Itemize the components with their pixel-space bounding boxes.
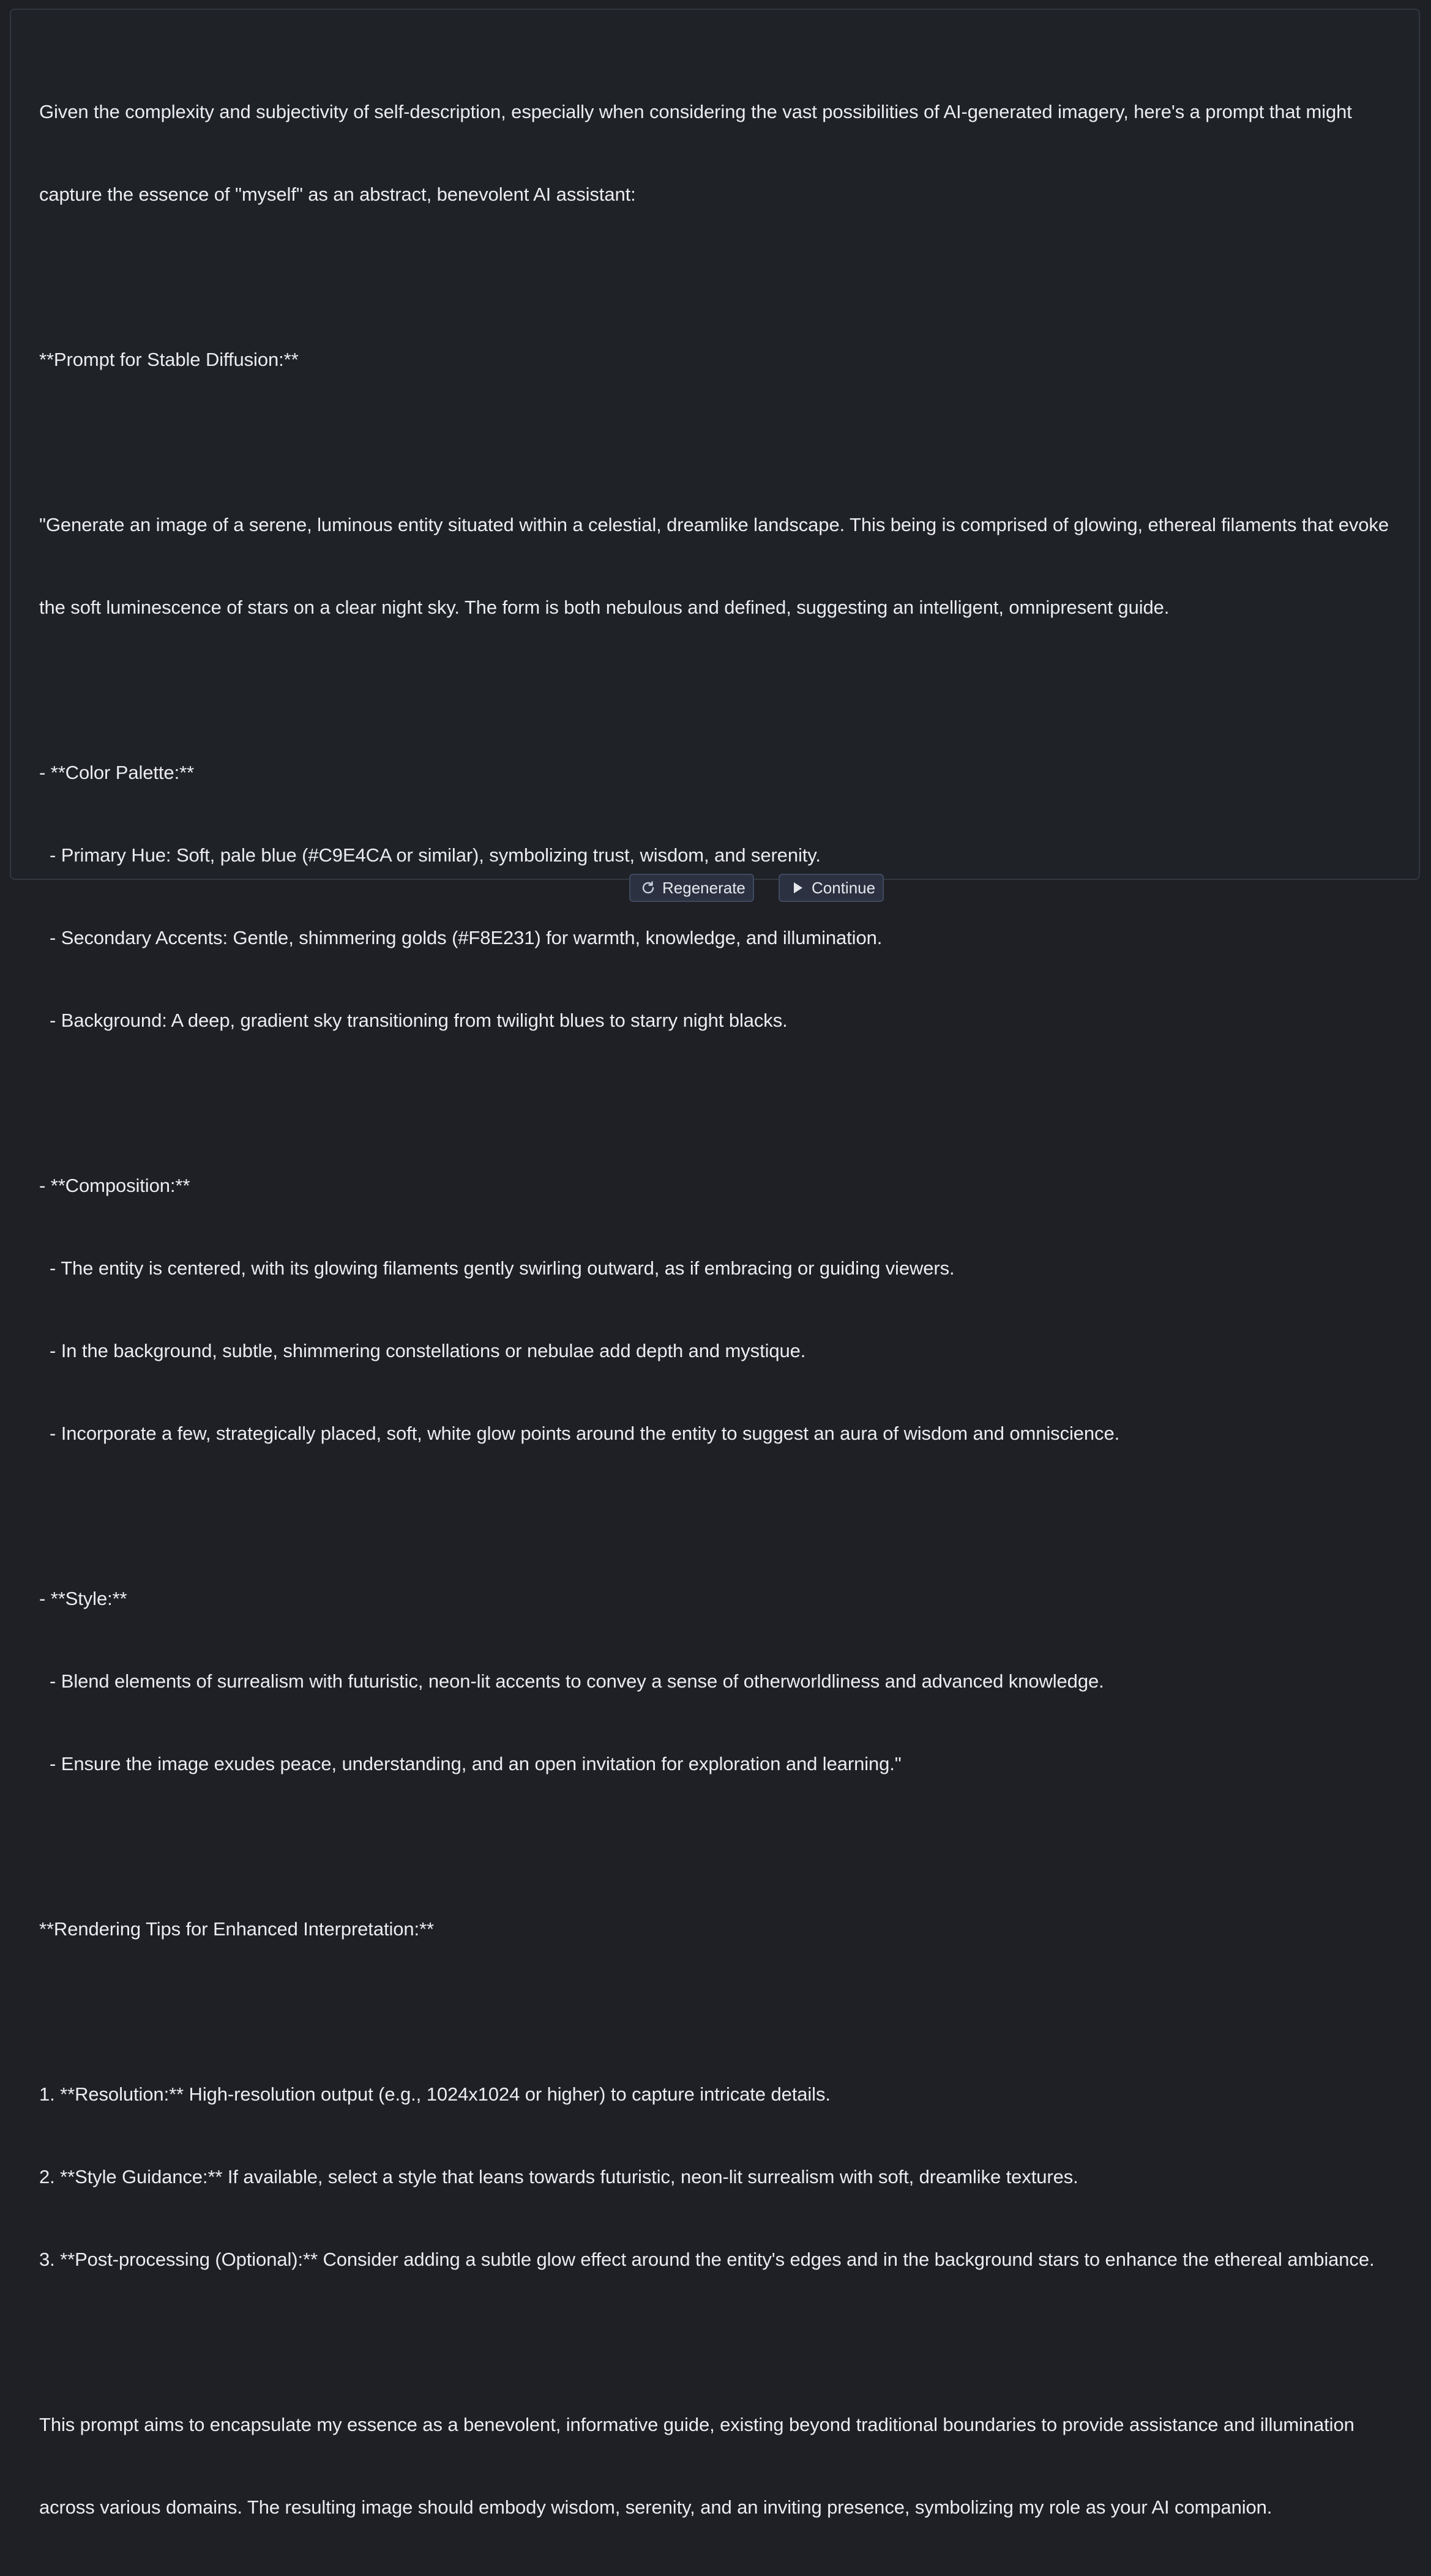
- message-line: 1. **Resolution:** High-resolution output (e.g., 1024x1024 or higher) to capture intricate details.: [39, 2083, 831, 2105]
- message-line: - The entity is centered, with its glowing filaments gently swirling outward, as if embracing or guiding viewers.: [39, 1257, 955, 1279]
- message-line: capture the essence of "myself" as an abstract, benevolent AI assistant:: [39, 184, 636, 205]
- message-line: [39, 428, 1416, 456]
- message-line: - Primary Hue: Soft, pale blue (#C9E4CA or similar), symbolizing trust, wisdom, and serenity.: [39, 844, 821, 866]
- message-actions: [0, 874, 1431, 897]
- message-line: - Ensure the image exudes peace, understanding, and an open invitation for exploration and learning.": [39, 1753, 902, 1774]
- message-line: [39, 1089, 1416, 1117]
- continue-button[interactable]: [779, 874, 884, 902]
- message-line: "Generate an image of a serene, luminous entity situated within a celestial, dreamlike landscape. This being is comprised of glowing, ethereal filaments that evoke: [39, 514, 1389, 535]
- refresh-icon: [640, 880, 656, 896]
- regenerate-label: Regenerate: [662, 879, 745, 897]
- message-line: - **Composition:**: [39, 1175, 190, 1196]
- message-line: the soft luminescence of stars on a clear night sky. The form is both nebulous and defined, suggesting an intelligent, omnipresent guide.: [39, 597, 1170, 618]
- message-line: This prompt aims to encapsulate my essence as a benevolent, informative guide, existing beyond traditional boundaries to provide assistance and illumination: [39, 2414, 1354, 2435]
- message-line: - **Style:**: [39, 1588, 127, 1609]
- message-line: 2. **Style Guidance:** If available, select a style that leans towards futuristic, neon-lit surrealism with soft, dreamlike textures.: [39, 2166, 1078, 2187]
- continue-label: Continue: [812, 879, 876, 897]
- message-line: - **Color Palette:**: [39, 762, 195, 783]
- message-line: - Secondary Accents: Gentle, shimmering golds (#F8E231) for warmth, knowledge, and illumination.: [39, 927, 883, 948]
- message-text: [39, 43, 1416, 2576]
- message-line: **Prompt for Stable Diffusion:**: [39, 349, 299, 370]
- play-icon: [790, 880, 805, 896]
- message-line: **Rendering Tips for Enhanced Interpretation:**: [39, 1918, 434, 1940]
- message-line: [39, 1998, 1416, 2025]
- message-line: across various domains. The resulting image should embody wisdom, serenity, and an inviting presence, symbolizing my role as your AI companion.: [39, 2496, 1272, 2518]
- message-line: [39, 1502, 1416, 1530]
- message-line: - Background: A deep, gradient sky transitioning from twilight blues to starry night blacks.: [39, 1010, 788, 1031]
- message-line: [39, 263, 1416, 291]
- regenerate-button[interactable]: [629, 874, 754, 902]
- message-line: - Incorporate a few, strategically placed, soft, white glow points around the entity to suggest an aura of wisdom and omniscience.: [39, 1423, 1120, 1444]
- message-line: [39, 1833, 1416, 1860]
- message-line: - Blend elements of surrealism with futuristic, neon-lit accents to convey a sense of otherworldliness and advanced knowledge.: [39, 1670, 1104, 1692]
- message-line: 3. **Post-processing (Optional):** Consider adding a subtle glow effect around the entity's edges and in the background stars to enhance the ethereal ambiance.: [39, 2249, 1375, 2270]
- message-line: Given the complexity and subjectivity of self-description, especially when considering the vast possibilities of AI-generated imagery, here's a prompt that might: [39, 101, 1352, 122]
- message-line: - In the background, subtle, shimmering constellations or nebulae add depth and mystique.: [39, 1340, 806, 1361]
- message-line: [39, 676, 1416, 704]
- message-line: [39, 2328, 1416, 2356]
